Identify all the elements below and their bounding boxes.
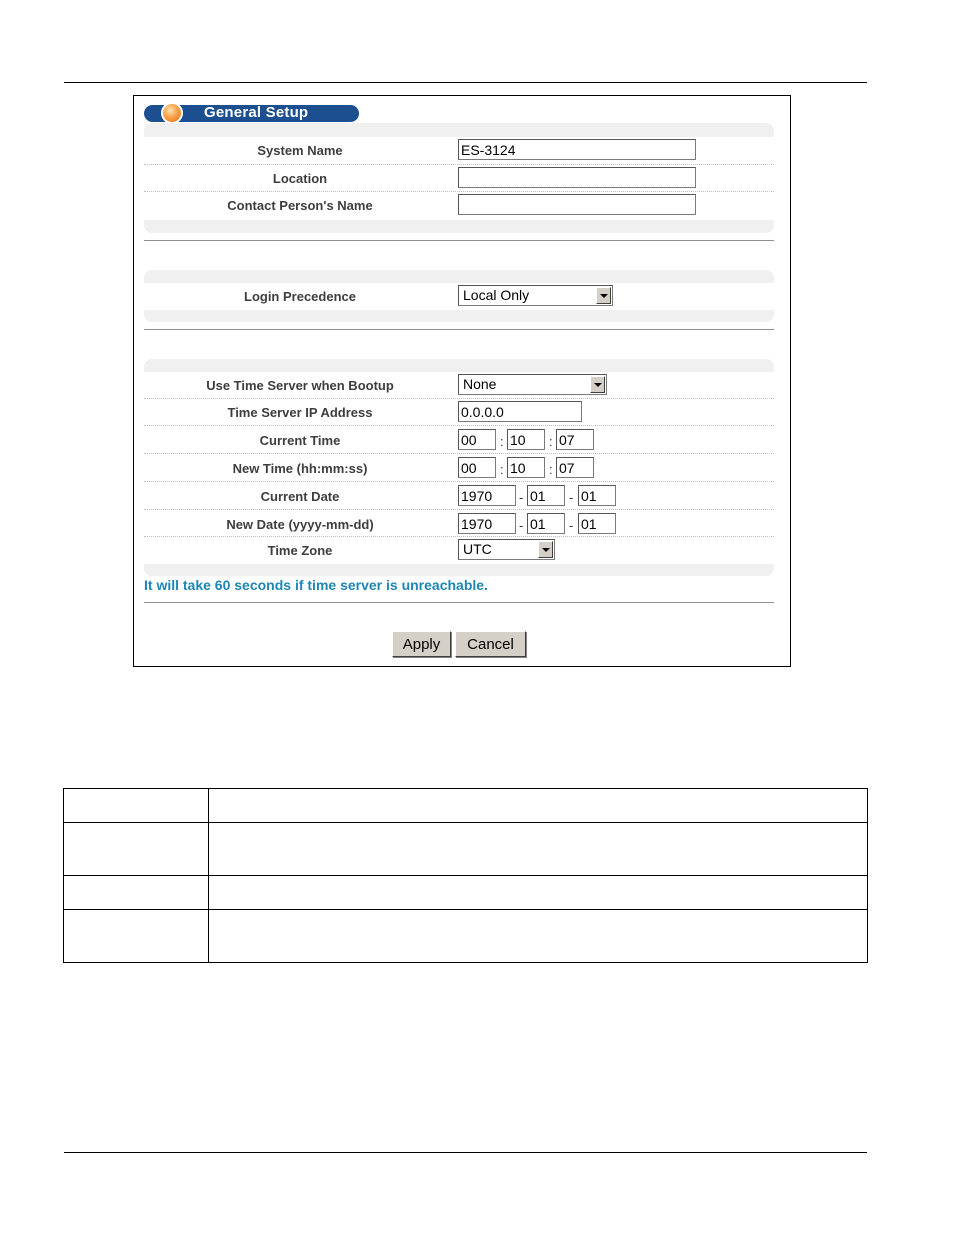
table-row — [64, 823, 868, 876]
new-date-label: New Date (yyyy-mm-dd) — [226, 517, 374, 532]
current-date-day-input[interactable] — [578, 485, 616, 506]
time-separator: : — [500, 434, 504, 449]
new-date-row — [144, 509, 774, 537]
current-date-row — [144, 481, 774, 510]
time-server-note: It will take 60 seconds if time server is unreachable. — [144, 577, 488, 593]
time-panel — [144, 359, 774, 576]
date-separator: - — [569, 490, 574, 505]
time-zone-value: UTC — [463, 541, 492, 557]
current-time-hour-input[interactable] — [458, 429, 496, 450]
page-title: General Setup — [204, 104, 309, 121]
new-time-second-input[interactable] — [556, 457, 594, 478]
section-title-bar — [144, 105, 359, 122]
current-time-row — [144, 425, 774, 454]
time-separator: : — [549, 462, 553, 477]
system-name-input[interactable] — [458, 139, 696, 160]
table-cell — [209, 876, 868, 910]
use-time-server-select[interactable] — [458, 374, 607, 395]
location-input[interactable] — [458, 167, 696, 188]
login-precedence-select[interactable] — [458, 285, 613, 306]
section-divider — [144, 329, 774, 330]
orange-ball-icon — [161, 102, 183, 124]
table-cell — [64, 823, 209, 876]
system-name-label: System Name — [257, 143, 343, 158]
new-date-year-input[interactable] — [458, 513, 516, 534]
date-separator: - — [519, 490, 524, 505]
current-date-month-input[interactable] — [527, 485, 565, 506]
time-server-ip-label: Time Server IP Address — [227, 405, 373, 420]
chevron-down-icon[interactable] — [538, 541, 553, 558]
table-cell — [64, 789, 209, 823]
system-info-panel — [144, 123, 774, 233]
current-date-year-input[interactable] — [458, 485, 516, 506]
current-time-label: Current Time — [259, 433, 341, 448]
new-time-row — [144, 453, 774, 482]
section-divider — [144, 602, 774, 603]
chevron-down-icon[interactable] — [590, 376, 605, 393]
contact-person-label: Contact Person's Name — [227, 198, 373, 213]
cancel-button[interactable]: Cancel — [455, 631, 526, 657]
table-cell — [64, 876, 209, 910]
use-time-server-label: Use Time Server when Bootup — [206, 378, 394, 393]
use-time-server-row — [144, 372, 774, 398]
page-header-rule — [64, 82, 867, 83]
general-setup-screenshot — [133, 95, 791, 667]
new-date-day-input[interactable] — [578, 513, 616, 534]
table-row — [64, 876, 868, 910]
table-cell — [209, 823, 868, 876]
time-separator: : — [500, 462, 504, 477]
section-divider — [144, 240, 774, 241]
current-time-minute-input[interactable] — [507, 429, 545, 450]
date-separator: - — [569, 518, 574, 533]
system-name-row — [144, 137, 774, 164]
table-row — [64, 910, 868, 963]
location-label: Location — [272, 171, 328, 186]
table-row — [64, 789, 868, 823]
page-footer-rule — [64, 1152, 867, 1153]
time-zone-label: Time Zone — [267, 543, 333, 558]
login-precedence-value: Local Only — [463, 287, 530, 303]
new-time-hour-input[interactable] — [458, 457, 496, 478]
current-time-second-input[interactable] — [556, 429, 594, 450]
login-precedence-row — [144, 283, 774, 310]
login-panel — [144, 270, 774, 322]
new-time-minute-input[interactable] — [507, 457, 545, 478]
login-precedence-label: Login Precedence — [244, 289, 356, 304]
use-time-server-value: None — [463, 376, 497, 392]
current-date-label: Current Date — [260, 489, 340, 504]
new-time-label: New Time (hh:mm:ss) — [232, 461, 368, 476]
time-zone-row — [144, 536, 774, 564]
time-server-ip-row — [144, 398, 774, 426]
table-cell — [209, 910, 868, 963]
location-row — [144, 164, 774, 192]
time-zone-select[interactable] — [458, 539, 555, 560]
table-cell — [209, 789, 868, 823]
apply-button[interactable]: Apply — [392, 631, 451, 657]
time-separator: : — [549, 434, 553, 449]
time-server-ip-input[interactable] — [458, 401, 582, 422]
new-date-month-input[interactable] — [527, 513, 565, 534]
contact-person-row — [144, 191, 774, 220]
table-cell — [64, 910, 209, 963]
date-separator: - — [519, 518, 524, 533]
contact-person-input[interactable] — [458, 194, 696, 215]
chevron-down-icon[interactable] — [596, 287, 611, 304]
field-description-table — [63, 788, 868, 963]
